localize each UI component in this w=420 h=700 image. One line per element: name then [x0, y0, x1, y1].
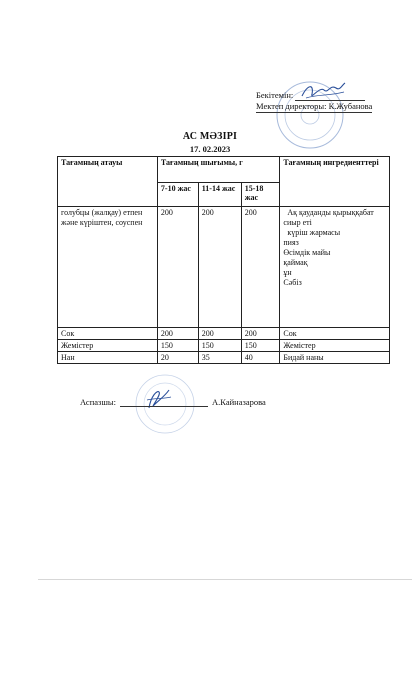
dish-value: 200 [157, 328, 198, 340]
header-dish-name: Тағамның атауы [58, 157, 158, 207]
dish-name: Сок [58, 328, 158, 340]
dish-ingredients: Сок [280, 328, 390, 340]
cook-name: А.Кайназарова [212, 397, 266, 407]
ingredient: пияз [283, 238, 299, 247]
dish-name: Нан [58, 352, 158, 364]
header-age-15-18: 15-18 жас [241, 183, 280, 207]
dish-value: 150 [157, 340, 198, 352]
cook-signature-line [120, 406, 208, 407]
dish-value: 150 [241, 340, 280, 352]
dish-name: голубцы (жалқау) етпен және күріштен, соуспен [58, 207, 158, 328]
dish-value: 200 [157, 207, 198, 328]
document-title: АС МӘЗІРІ [182, 131, 238, 142]
dish-value: 35 [198, 352, 241, 364]
ingredient: ұн [283, 268, 292, 277]
dish-ingredients: Жемістер [280, 340, 390, 352]
table-row [58, 352, 390, 364]
dish-value: 20 [157, 352, 198, 364]
ingredient: Өсімдік майы [283, 248, 331, 257]
dish-value: 200 [198, 328, 241, 340]
ingredient: қаймақ [283, 258, 308, 267]
header-ingredients: Тағамның ингредиенттері [280, 157, 390, 207]
dish-name: Жемістер [58, 340, 158, 352]
header-age-7-10: 7-10 жас [157, 183, 198, 207]
dish-ingredients [280, 207, 390, 328]
table-header-row [58, 157, 390, 183]
table-row [58, 207, 390, 328]
document-date: 17. 02.2023 [189, 144, 231, 154]
cook-block [80, 397, 266, 407]
header-age-11-14: 11-14 жас [198, 183, 241, 207]
ingredient: сиыр еті [283, 218, 312, 227]
dish-value: 200 [241, 207, 280, 328]
menu-table [57, 156, 390, 364]
dish-value: 150 [198, 340, 241, 352]
ingredient: Сәбіз [283, 278, 302, 287]
approval-label: Бекітемін: [256, 90, 294, 100]
dish-ingredients: Бидай наны [280, 352, 390, 364]
table-row [58, 340, 390, 352]
page-bottom-edge [38, 579, 412, 580]
signature-line [295, 100, 365, 101]
header-output: Тағамның шығымы, г [157, 157, 279, 183]
director-name: Мектеп директоры: К.Жубанова [256, 101, 373, 111]
dish-value: 200 [241, 328, 280, 340]
approval-block [256, 90, 372, 113]
ingredient: күріш жармасы [287, 228, 341, 237]
dish-value: 200 [198, 207, 241, 328]
ingredient: Ақ қауданды қырыққабат [287, 208, 374, 217]
cook-label: Аспазшы: [80, 397, 116, 407]
dish-value: 40 [241, 352, 280, 364]
table-row [58, 328, 390, 340]
